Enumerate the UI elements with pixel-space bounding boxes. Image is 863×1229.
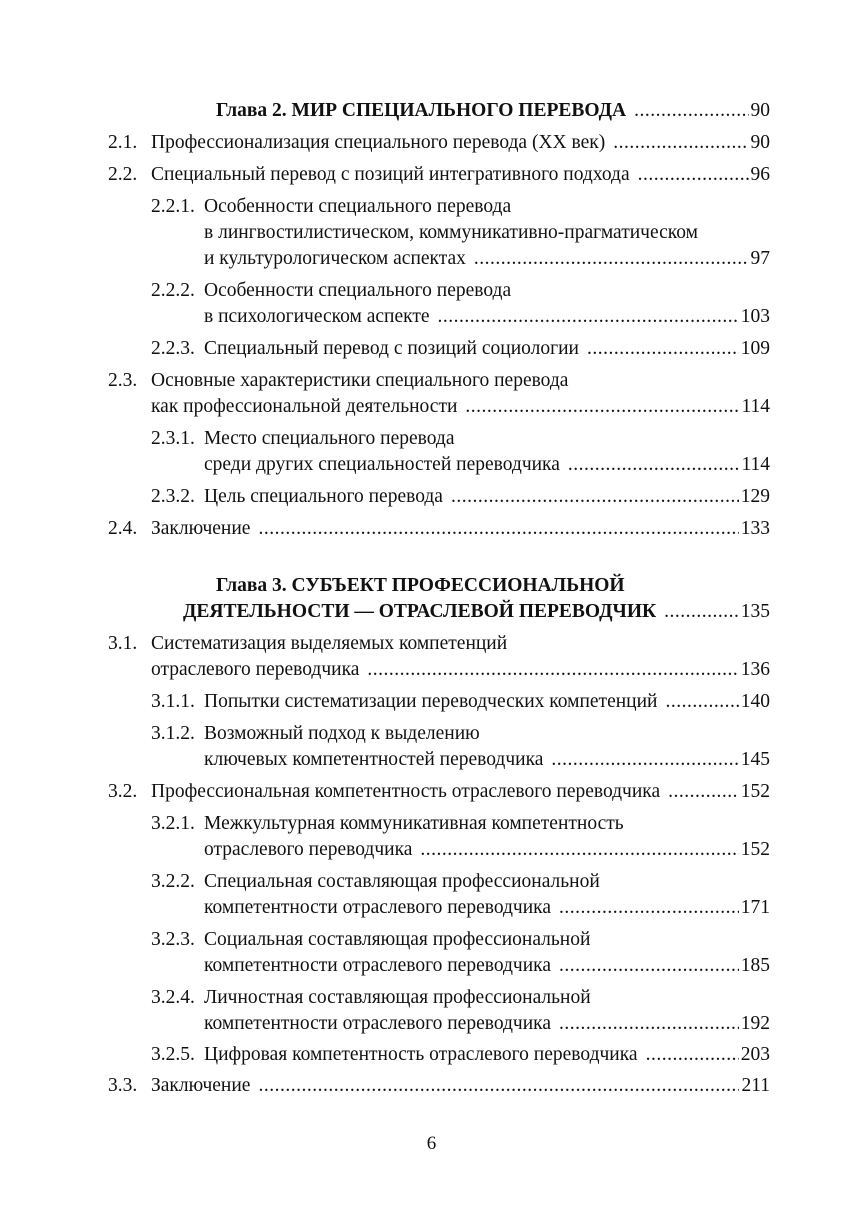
page-ref: 185: [740, 955, 770, 976]
section-title-cont: как профессиональной деятельности: [151, 396, 458, 417]
section-title: Место специального перевода: [204, 428, 455, 449]
chapter-title-cont: ДЕЯТЕЛЬНОСТИ — ОТРАСЛЕВОЙ ПЕРЕВОДЧИК: [183, 601, 657, 622]
section-title: Специальный перевод с позиций интегративного подхода: [151, 164, 630, 185]
chapter-heading[interactable]: [108, 573, 770, 625]
section-title-cont: ключевых компетентностей переводчика: [204, 749, 544, 770]
leader-dots: [465, 394, 739, 420]
page-ref: 90: [750, 132, 770, 153]
toc-entry[interactable]: [108, 368, 770, 420]
page-ref: 152: [740, 839, 770, 860]
section-number: 3.2.2.: [151, 871, 195, 892]
section-title-cont: и культурологическом аспектах: [204, 248, 466, 269]
leader-dots: [646, 1042, 739, 1068]
section-title: Основные характеристики специального перевода: [151, 370, 569, 391]
section-title-cont: отраслевого переводчика: [204, 839, 413, 860]
toc-entry[interactable]: [108, 1042, 770, 1068]
chapter-title: Глава 3. СУБЪЕКТ ПРОФЕССИОНАЛЬНОЙ: [216, 575, 625, 596]
page-ref: 136: [740, 659, 770, 680]
leader-dots: [559, 953, 739, 979]
section-number: 2.3.2.: [151, 486, 195, 507]
leader-dots: [474, 246, 749, 272]
section-number: 3.2.3.: [151, 929, 195, 950]
toc-entry[interactable]: [108, 278, 770, 330]
toc-entry[interactable]: [108, 484, 770, 510]
section-title: Систематизация выделяемых компетенций: [151, 633, 508, 654]
leader-dots: [258, 1073, 739, 1099]
section-number: 3.2.1.: [151, 813, 195, 834]
section-number: 2.1.: [108, 132, 138, 153]
page-ref: 192: [740, 1013, 770, 1034]
section-title: Цифровая компетентность отраслевого переводчика: [204, 1044, 638, 1065]
leader-dots: [668, 779, 739, 805]
section-title: Профессионализация специального перевода (XX век): [151, 132, 606, 153]
page-number: 6: [426, 1133, 437, 1154]
section-number: 2.2.2.: [151, 280, 195, 301]
toc-entry[interactable]: [108, 869, 770, 921]
section-number: 3.1.1.: [151, 691, 195, 712]
section-title: Социальная составляющая профессиональной: [204, 929, 591, 950]
page-ref: 114: [741, 396, 770, 417]
leader-dots: [438, 304, 739, 330]
toc-entry[interactable]: [108, 927, 770, 979]
toc-entry[interactable]: [108, 336, 770, 362]
section-title-cont: компетентности отраслевого переводчика: [204, 897, 552, 918]
page-ref: 109: [740, 338, 770, 359]
page-ref: 133: [740, 518, 770, 539]
section-number: 3.3.: [108, 1075, 138, 1096]
section-number: 2.2.1.: [151, 196, 195, 217]
leader-dots: [551, 747, 738, 773]
section-title: Особенности специального перевода: [204, 196, 512, 217]
toc-entry[interactable]: [108, 194, 770, 272]
toc-entry[interactable]: [108, 516, 770, 542]
leader-dots: [568, 452, 740, 478]
section-title: Особенности специального перевода: [204, 280, 512, 301]
leader-dots: [664, 599, 739, 625]
page-ref: 96: [750, 164, 770, 185]
section-title: Попытки систематизации переводческих компетенций: [204, 691, 658, 712]
page-ref: 140: [740, 691, 770, 712]
toc-entry[interactable]: [108, 779, 770, 805]
toc-entry[interactable]: [108, 811, 770, 863]
section-title-cont: в лингвостилистическом, коммуникативно-прагматическом: [204, 222, 698, 243]
leader-dots: [638, 162, 749, 188]
section-title-cont: в психологическом аспекте: [204, 306, 430, 327]
section-number: 3.2.: [108, 781, 138, 802]
chapter-title: Глава 2. МИР СПЕЦИАЛЬНОГО ПЕРЕВОДА: [216, 100, 627, 121]
page-ref: 135: [740, 601, 770, 622]
page-ref: 171: [740, 897, 770, 918]
section-title: Заключение: [151, 518, 251, 539]
page-ref: 152: [740, 781, 770, 802]
section-number: 2.2.3.: [151, 338, 195, 359]
page-ref: 97: [750, 248, 770, 269]
page-ref: 211: [741, 1075, 770, 1096]
section-title-cont: отраслевого переводчика: [151, 659, 360, 680]
toc-entry[interactable]: [108, 130, 770, 156]
section-title-cont: компетентности отраслевого переводчика: [204, 955, 552, 976]
leader-dots: [559, 895, 739, 921]
page-ref: 203: [740, 1044, 770, 1065]
section-title-cont: среди других специальностей переводчика: [204, 454, 560, 475]
section-title: Межкультурная коммуникативная компетентность: [204, 813, 624, 834]
section-number: 2.2.: [108, 164, 138, 185]
section-title-cont: компетентности отраслевого переводчика: [204, 1013, 552, 1034]
section-number: 2.4.: [108, 518, 138, 539]
leader-dots: [258, 516, 738, 542]
leader-dots: [367, 657, 738, 683]
toc-entry[interactable]: [108, 721, 770, 773]
section-number: 2.3.: [108, 370, 138, 391]
section-title: Специальный перевод с позиций социологии: [204, 338, 579, 359]
section-title: Цель специального перевода: [204, 486, 443, 507]
section-title: Заключение: [151, 1075, 251, 1096]
section-title: Личностная составляющая профессиональной: [204, 987, 591, 1008]
leader-dots: [665, 689, 738, 715]
section-number: 3.1.2.: [151, 723, 195, 744]
leader-dots: [559, 1011, 739, 1037]
page-ref: 129: [740, 486, 770, 507]
section-number: 3.1.: [108, 633, 138, 654]
page-ref: 90: [750, 100, 770, 121]
leader-dots: [451, 484, 739, 510]
toc-entry[interactable]: [108, 631, 770, 683]
section-number: 2.3.1.: [151, 428, 195, 449]
leader-dots: [634, 98, 748, 124]
page-ref: 103: [740, 306, 770, 327]
leader-dots: [587, 336, 739, 362]
toc-entry[interactable]: [108, 1073, 770, 1099]
toc-entry[interactable]: [108, 985, 770, 1037]
table-of-contents: [108, 98, 770, 1099]
section-title: Профессиональная компетентность отраслевого переводчика: [151, 781, 661, 802]
leader-dots: [420, 837, 738, 863]
section-number: 3.2.4.: [151, 987, 195, 1008]
section-title: Возможный подход к выделению: [204, 723, 480, 744]
page-ref: 114: [741, 454, 770, 475]
toc-entry[interactable]: [108, 689, 770, 715]
section-number: 3.2.5.: [151, 1044, 195, 1065]
leader-dots: [613, 130, 748, 156]
toc-entry[interactable]: [108, 426, 770, 478]
chapter-heading[interactable]: [108, 98, 770, 124]
page-ref: 145: [740, 749, 770, 770]
toc-entry[interactable]: [108, 162, 770, 188]
section-title: Специальная составляющая профессиональной: [204, 871, 600, 892]
